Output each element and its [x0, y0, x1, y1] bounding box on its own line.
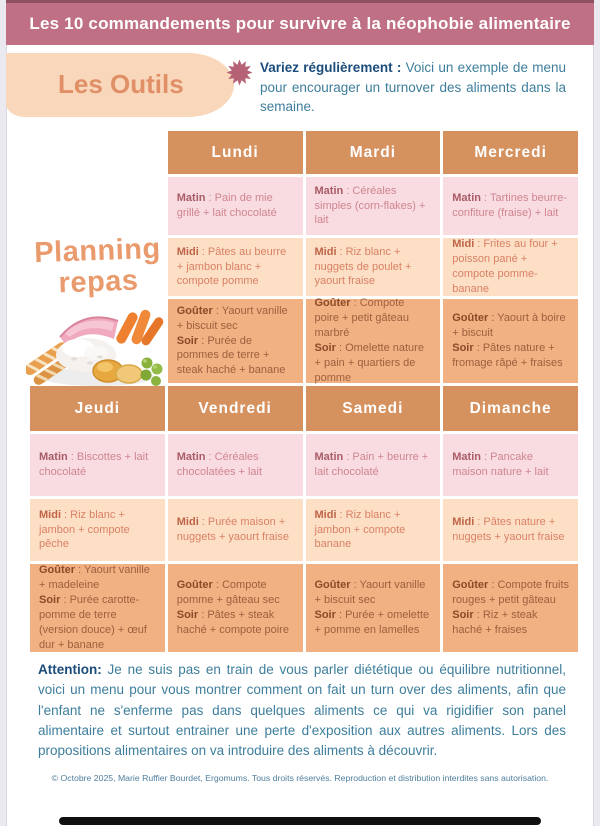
meal-text: Yaourt vanille + madeleine: [39, 564, 150, 592]
gouter-entry: [315, 578, 432, 608]
meal-text: Riz blanc + nuggets de poulet + yaourt fraise: [314, 245, 412, 288]
meal-text: Pâtes au beurre + jambon blanc + compote pomme: [176, 245, 287, 288]
meal-text: Purée + omelette + pomme en lamelles: [314, 609, 430, 636]
cell-mardi-gouter-soir: [306, 299, 441, 383]
meal-text: Frites au four + poisson pané + compote pomme-banane: [452, 238, 558, 295]
meal-sep: :: [205, 192, 215, 205]
meal-label: Goûter: [39, 564, 76, 577]
meal-sep: :: [473, 342, 483, 354]
cell-jeudi-midi: [30, 499, 165, 561]
meal-sep: :: [61, 508, 71, 521]
meal-label: Matin: [314, 451, 344, 464]
gouter-entry: [39, 563, 156, 593]
page-edge-right: [593, 0, 600, 826]
meal-sep: :: [350, 297, 360, 310]
cell-dimanche-midi: [443, 499, 578, 561]
planning-repas-title: [27, 234, 169, 300]
meal-text: Céréales chocolatées + lait: [176, 451, 263, 478]
meal-label: Goûter: [314, 297, 351, 310]
chicken-nuggets: [93, 360, 142, 383]
gouter-entry: [452, 311, 569, 341]
meal-sep: :: [205, 451, 215, 464]
meal-label: Soir: [176, 334, 199, 347]
meal-label: Soir: [452, 342, 474, 354]
soir-entry: [452, 608, 569, 638]
meal-label: Soir: [176, 609, 199, 621]
cell-lundi-midi: [168, 238, 303, 296]
table-spacer: [30, 177, 165, 235]
cell-mardi-matin: [306, 177, 441, 235]
gouter-entry: [452, 578, 569, 608]
meal-text: Pain de mie grillé + lait chocolaté: [176, 192, 277, 219]
starburst-icon: [226, 59, 253, 86]
cell-dimanche-gouter-soir: [443, 564, 578, 652]
meal-sep: :: [336, 508, 346, 521]
meal-text: Omelette nature + pain + quartiers de pomme: [314, 342, 424, 384]
copyright-line: © Octobre 2025, Marie Ruffier Bourdet, Ergomums. Tous droits réservés. Reproduction et distribution interdites sans autorisation.: [51, 773, 549, 783]
home-indicator-bar: [59, 817, 541, 825]
meal-text: Compote fruits rouges + petit gâteau: [452, 579, 570, 607]
meal-sep: :: [488, 579, 498, 592]
planning-line2: repas: [58, 264, 139, 300]
meal-label: Midi: [176, 516, 199, 529]
intro-bold: Variez régulièrement :: [260, 60, 402, 75]
meal-sep: :: [343, 184, 353, 197]
meal-label: Midi: [452, 238, 475, 251]
meal-sep: :: [75, 564, 85, 577]
meal-label: Soir: [39, 594, 61, 607]
cell-mercredi-matin: [443, 177, 578, 235]
gouter-entry: [315, 296, 432, 341]
meal-label: Goûter: [314, 579, 351, 592]
meal-sep: :: [335, 609, 346, 621]
meal-label: Midi: [314, 245, 337, 258]
meal-sep: :: [343, 451, 353, 464]
meal-sep: :: [480, 451, 491, 464]
meal-sep: :: [198, 516, 208, 529]
meal-label: Matin: [176, 192, 206, 205]
cell-mercredi-midi: [443, 238, 578, 296]
meal-sep: :: [335, 342, 346, 354]
meal-label: Goûter: [176, 304, 213, 317]
meal-sep: :: [198, 245, 208, 258]
intro-note: [260, 58, 566, 117]
cell-lundi-gouter-soir: [168, 299, 303, 383]
meal-sep: :: [212, 304, 222, 317]
attention-bold: Attention:: [38, 662, 102, 677]
meal-text: Riz blanc + jambon + compote pêche: [39, 508, 130, 551]
meal-text: Pancake maison nature + lait: [452, 451, 549, 478]
day-header-lundi: Lundi: [168, 131, 303, 174]
cell-dimanche-matin: [443, 434, 578, 496]
cell-mardi-midi: [306, 238, 441, 296]
meal-label: Matin: [39, 451, 68, 464]
meal-text: Yaourt vanille + biscuit sec: [176, 304, 288, 332]
meal-sep: :: [198, 609, 208, 621]
meal-label: Goûter: [452, 579, 489, 592]
meal-text: Purée de pommes de terre + steak haché + banane: [176, 334, 286, 377]
day-header-mardi: Mardi: [306, 131, 441, 174]
intro-text: Voici un exemple de menu pour encourager un turnover des aliments dans la semaine.: [260, 60, 566, 115]
soir-entry: [315, 341, 432, 386]
meal-label: Matin: [452, 451, 481, 464]
meal-sep: :: [67, 451, 77, 464]
gouter-entry: [177, 578, 294, 608]
meal-label: Matin: [176, 451, 206, 464]
page-title: Les 10 commandements pour survivre à la néophobie alimentaire: [29, 14, 571, 33]
tools-label: Les Outils: [58, 69, 184, 99]
meal-label: Midi: [39, 508, 61, 521]
meal-text: Riz + steak haché + fraises: [452, 609, 538, 636]
meal-sep: :: [60, 594, 70, 607]
meal-sep: :: [488, 312, 498, 325]
meal-label: Soir: [452, 609, 474, 621]
tools-blob: [6, 53, 234, 117]
cell-samedi-matin: [306, 434, 441, 496]
gouter-entry: [177, 304, 294, 334]
cell-samedi-midi: [306, 499, 441, 561]
day-header-vendredi: Vendredi: [168, 386, 303, 431]
meal-text: Purée maison + nuggets + yaourt fraise: [176, 516, 289, 543]
meal-text: Riz blanc + jambon + compote banane: [314, 508, 406, 551]
cell-lundi-matin: [168, 177, 303, 235]
meal-sep: :: [474, 516, 484, 529]
meal-text: Biscottes + lait chocolaté: [39, 451, 149, 478]
cell-vendredi-gouter-soir: [168, 564, 303, 652]
meal-sep: :: [474, 238, 484, 251]
meal-label: Midi: [314, 508, 337, 521]
meal-label: Goûter: [176, 579, 213, 592]
meal-label: Midi: [176, 245, 199, 258]
title-banner: [6, 0, 594, 45]
soir-entry: [315, 608, 432, 638]
meal-text: Céréales simples (corn-flakes) + lait: [314, 184, 426, 227]
cell-jeudi-gouter-soir: [30, 564, 165, 652]
meal-text: Compote pomme + gâteau sec: [176, 579, 280, 607]
meal-text: Pain + beurre + lait chocolaté: [314, 451, 429, 478]
menu-table-week2: [30, 386, 578, 652]
meal-sep: :: [336, 245, 346, 258]
meal-label: Soir: [314, 609, 336, 621]
day-header-dimanche: Dimanche: [443, 386, 578, 431]
day-header-mercredi: Mercredi: [443, 131, 578, 174]
soir-entry: [177, 334, 294, 379]
page-edge-left: [0, 0, 7, 826]
meal-text: Pâtes + steak haché + compote poire: [176, 609, 289, 636]
meal-label: Midi: [452, 516, 475, 529]
meal-label: Goûter: [452, 312, 489, 325]
meal-text: Purée carotte-pomme de terre (version douce) + œuf dur + banane: [39, 594, 147, 651]
cell-mercredi-gouter-soir: [443, 299, 578, 383]
attention-note: [38, 660, 566, 761]
soir-entry: [39, 593, 156, 652]
cell-jeudi-matin: [30, 434, 165, 496]
meal-sep: :: [212, 579, 222, 592]
meal-label: Matin: [452, 192, 481, 205]
soir-entry: [452, 341, 569, 371]
meal-label: Matin: [314, 184, 344, 197]
table-spacer: [30, 131, 165, 174]
planning-line1: Planning: [33, 232, 162, 270]
meal-sep: :: [480, 192, 490, 205]
cell-vendredi-matin: [168, 434, 303, 496]
attention-text: Je ne suis pas en train de vous parler diététique ou équilibre nutritionnel, voici un menu pour vous montrer comment on fait un turn over des aliments, afin que l'enfant ne s'enferme pas dans quelques aliments ce qui va rigidifier son panel alimentaire et surtout entrainer une perte d'exposition aux autres aliments. Lors des propositions alimentaires on va introduire des aliments à découvrir.: [38, 662, 566, 758]
meal-text: Yaourt vanille + biscuit sec: [314, 579, 426, 607]
meal-text: Pâtes nature + fromage râpé + fraises: [452, 342, 563, 369]
carrot-sticks: [115, 308, 165, 347]
meal-label: Soir: [314, 342, 336, 354]
meal-sep: :: [350, 579, 360, 592]
day-header-samedi: Samedi: [306, 386, 441, 431]
meal-text: Compote poire + petit gâteau marbré: [314, 297, 409, 340]
day-header-jeudi: Jeudi: [30, 386, 165, 431]
soir-entry: [177, 608, 294, 638]
cell-samedi-gouter-soir: [306, 564, 441, 652]
food-illustration: [26, 293, 168, 389]
meal-sep: :: [198, 334, 208, 347]
meal-sep: :: [473, 609, 483, 621]
meal-text: Yaourt à boire + biscuit: [452, 312, 566, 340]
meal-text: Pâtes nature + nuggets + yaourt fraise: [452, 516, 565, 543]
meal-text: Tartines beurre-confiture (fraise) + lait: [452, 192, 568, 219]
cell-vendredi-midi: [168, 499, 303, 561]
